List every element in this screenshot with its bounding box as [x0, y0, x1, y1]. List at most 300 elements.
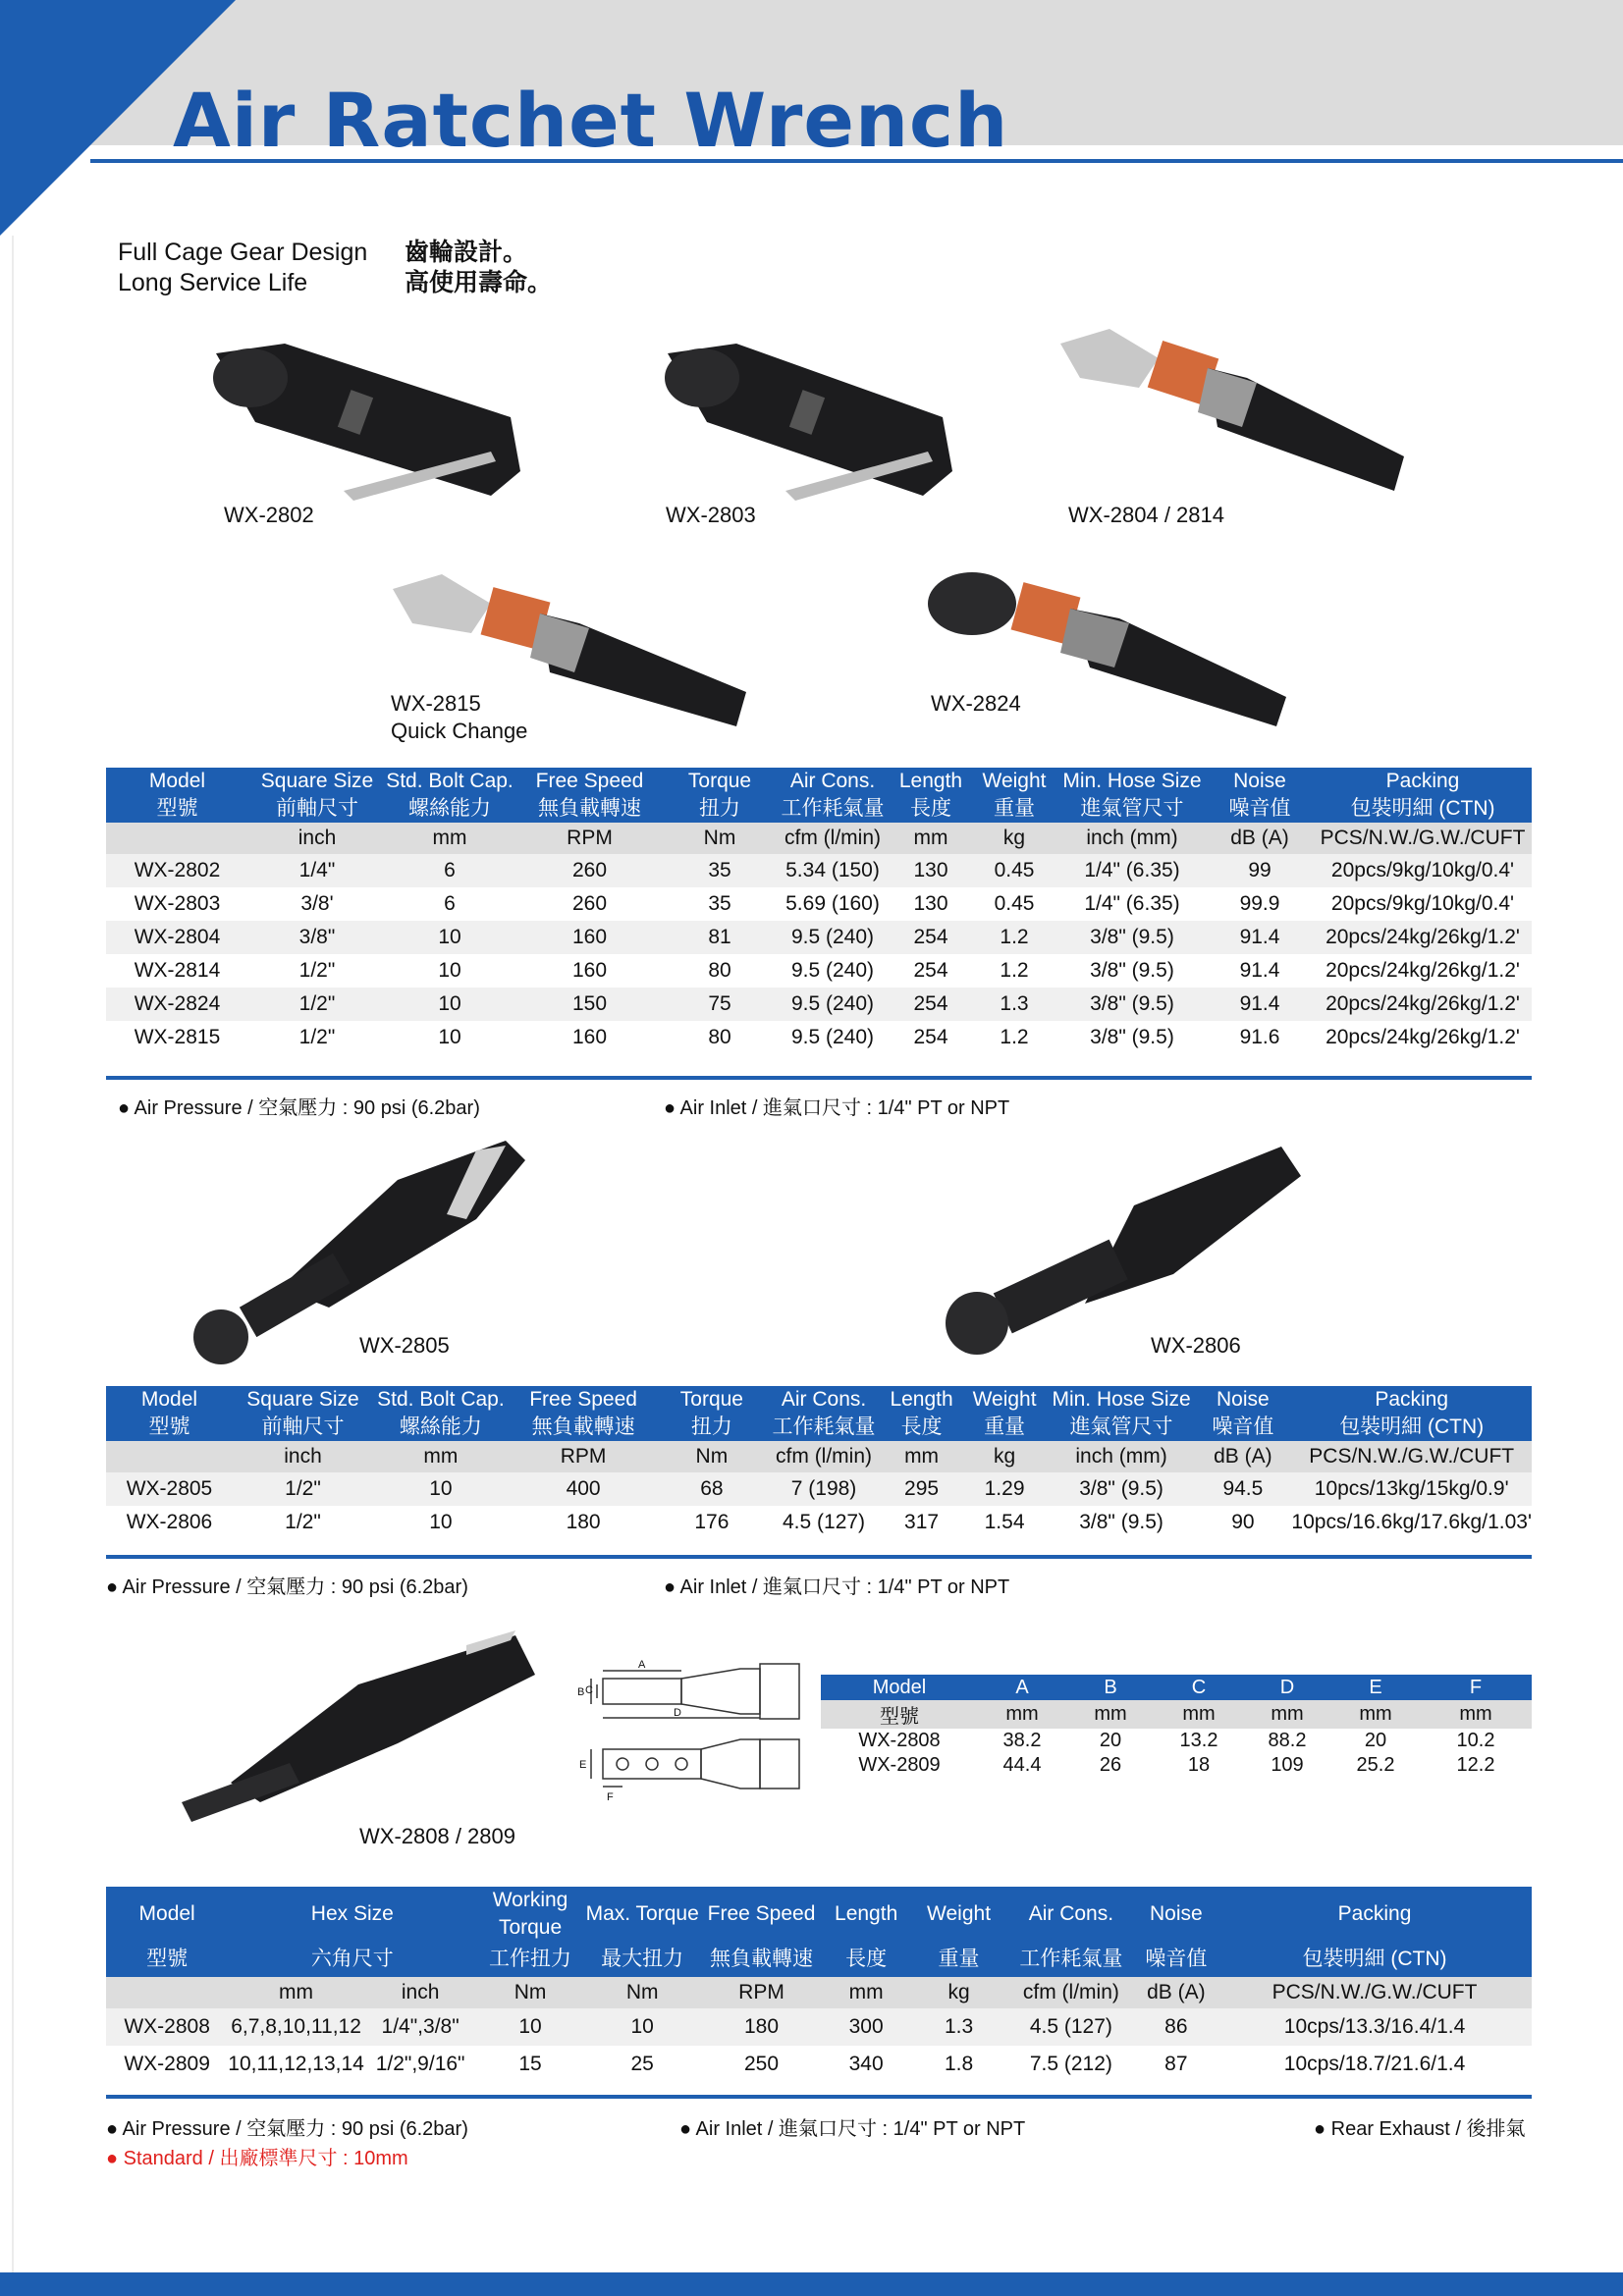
note-air-inlet: ● Air Inlet / 進氣口尺寸 : 1/4" PT or NPT	[664, 1097, 1010, 1119]
col-header-zh: 包裝明細 (CTN)	[1217, 1942, 1532, 1977]
model-cell: WX-2814	[134, 959, 221, 982]
table-cell: 3/8" (9.5)	[1058, 988, 1206, 1021]
col-header: Min. Hose Size	[1058, 768, 1206, 795]
table-cell: 6,7,8,10,11,12	[228, 2008, 364, 2046]
col-header-zh: 六角尺寸	[228, 1942, 476, 1977]
table-cell: 10	[386, 988, 514, 1021]
unit-cell: kg	[910, 1977, 1007, 2008]
table-cell: 99	[1206, 854, 1314, 887]
table-cell: 7 (198)	[765, 1472, 882, 1506]
table-cell: 80	[708, 959, 731, 982]
model-cell: WX-2803	[134, 892, 221, 915]
unit-cell: mm	[373, 1441, 509, 1472]
unit-cell: mm	[822, 1977, 910, 2008]
table-cell: 35	[666, 854, 774, 887]
col-header-zh: 長度	[883, 1414, 961, 1441]
table-row	[106, 1472, 1532, 1506]
col-header: Torque	[666, 768, 774, 795]
spec-table-long-ratchets	[106, 1386, 1532, 1539]
tool-label: WX-2806	[1151, 1333, 1241, 1358]
table-cell: 91.4	[1206, 988, 1314, 1021]
col-header: Model	[106, 1887, 228, 1942]
unit-cell: RPM	[701, 1977, 823, 2008]
table-row	[106, 988, 1532, 1021]
col-header-zh: 長度	[892, 795, 970, 823]
feature-list-en	[118, 238, 367, 298]
dimension-diagram	[564, 1659, 809, 1806]
note-air-pressure: ● Air Pressure / 空氣壓力 : 90 psi (6.2bar)	[106, 1576, 468, 1598]
spec-table-flare-nut	[106, 1887, 1532, 2083]
col-header-zh: 型號	[106, 1414, 233, 1441]
tool-label: WX-2808 / 2809	[359, 1824, 515, 1848]
table-cell: 6	[444, 892, 456, 915]
col-header: Max. Torque	[584, 1887, 701, 1942]
table-cell: 1.29	[960, 1472, 1048, 1506]
col-header: Air Cons.	[765, 1386, 882, 1414]
model-cell: WX-2805	[106, 1472, 233, 1506]
table-cell: 10	[476, 2008, 583, 2046]
table-cell: 25	[630, 2053, 654, 2075]
col-header-zh: 重量	[910, 1942, 1007, 1977]
col-header: Weight	[970, 768, 1058, 795]
table-cell: 1/2",9/16"	[375, 2053, 465, 2075]
table-cell: 340	[848, 2053, 884, 2075]
col-header-zh: 無負載轉速	[509, 1414, 659, 1441]
unit-cell: mm	[1420, 1700, 1532, 1729]
col-header: Free Speed	[701, 1887, 823, 1942]
col-header-zh: 進氣管尺寸	[1058, 795, 1206, 823]
table-cell: 9.5 (240)	[774, 988, 892, 1021]
model-cell: WX-2804	[106, 921, 248, 954]
unit-cell: cfm (l/min)	[774, 823, 892, 854]
dimension-label: F	[607, 1791, 614, 1803]
table-cell: 180	[566, 1511, 601, 1533]
dim-cell: 13.2	[1179, 1730, 1218, 1751]
col-header-zh: 工作耗氣量	[1007, 1942, 1134, 1977]
table-cell: 150	[514, 988, 666, 1021]
tool-image-wx-2805	[182, 1131, 535, 1366]
table-bottom-rule	[106, 1076, 1532, 1080]
table-cell: 99.9	[1239, 892, 1280, 915]
dimension-label: A	[638, 1659, 646, 1671]
col-header: D	[1243, 1675, 1331, 1700]
table-cell: 3/8" (9.5)	[1058, 921, 1206, 954]
table-cell: 260	[514, 854, 666, 887]
table-cell: 4.5 (127)	[1007, 2008, 1134, 2046]
unit-cell: mm	[386, 823, 514, 854]
table-cell: 1.2	[970, 921, 1058, 954]
table-cell: 10	[386, 921, 514, 954]
tool-image-wx-2806	[938, 1137, 1311, 1362]
dimension-label: C	[585, 1684, 593, 1696]
unit-cell: Nm	[584, 1977, 701, 2008]
table-cell: 254	[892, 988, 970, 1021]
model-cell: WX-2824	[106, 988, 248, 1021]
col-header: A	[978, 1675, 1066, 1700]
feature-en: Long Service Life	[118, 269, 308, 296]
table-cell: 91.6	[1239, 1026, 1280, 1048]
col-header: E	[1331, 1675, 1420, 1700]
table-cell: 20pcs/9kg/10kg/0.4'	[1330, 892, 1515, 915]
table-cell: 400	[509, 1472, 659, 1506]
table-row	[106, 1021, 1532, 1054]
col-header: C	[1155, 1675, 1243, 1700]
table-cell: 130	[892, 854, 970, 887]
dim-cell: 20	[1364, 1730, 1387, 1751]
unit-cell: kg	[970, 823, 1058, 854]
header-row-zh	[106, 1414, 1532, 1441]
unit-cell: mm	[228, 1977, 364, 2008]
col-header: Noise	[1206, 768, 1314, 795]
table-cell: 295	[883, 1472, 961, 1506]
col-header: Free Speed	[514, 768, 666, 795]
tool-label: WX-2802	[224, 503, 314, 527]
table-cell: 1.54	[984, 1511, 1025, 1533]
table-cell: 80	[708, 1026, 731, 1048]
col-header-zh: 無負載轉速	[701, 1942, 823, 1977]
header-row-zh	[106, 795, 1532, 823]
col-header: Noise	[1135, 1887, 1218, 1942]
table-cell: 20pcs/24kg/26kg/1.2'	[1325, 959, 1520, 982]
table-cell: 5.69 (160)	[785, 892, 880, 915]
col-header-zh: 螺絲能力	[386, 795, 514, 823]
col-header-zh: 螺絲能力	[373, 1414, 509, 1441]
dim-cell: 12.2	[1456, 1754, 1495, 1776]
dim-cell: 38.2	[1002, 1730, 1042, 1751]
table-cell: 10	[584, 2008, 701, 2046]
col-header: Hex Size	[228, 1887, 476, 1942]
table-cell: 1/4"	[248, 854, 386, 887]
table-cell: 10cps/18.7/21.6/1.4	[1283, 2053, 1466, 2075]
table-cell: 3/8" (9.5)	[1090, 1026, 1174, 1048]
table-cell: 300	[822, 2008, 910, 2046]
model-cell: WX-2815	[134, 1026, 221, 1048]
col-header-zh: 重量	[970, 795, 1058, 823]
unit-cell: dB (A)	[1206, 823, 1314, 854]
unit-cell	[106, 823, 248, 854]
table-cell: 1.2	[1000, 1026, 1029, 1048]
col-header: Air Cons.	[1007, 1887, 1134, 1942]
unit-cell: kg	[960, 1441, 1048, 1472]
unit-cell: PCS/N.W./G.W./CUFT	[1291, 1441, 1532, 1472]
table-cell: 5.34 (150)	[774, 854, 892, 887]
unit-cell: mm	[1243, 1700, 1331, 1729]
table-cell: 68	[658, 1472, 765, 1506]
table-cell: 35	[708, 892, 731, 915]
unit-cell	[106, 1977, 228, 2008]
table-bottom-rule	[106, 1555, 1532, 1559]
footer-bar	[0, 2272, 1623, 2296]
dim-cell: 44.4	[1002, 1754, 1042, 1776]
table-cell: 3/8'	[300, 892, 334, 915]
col-header: Noise	[1194, 1386, 1291, 1414]
dim-cell: 26	[1099, 1754, 1122, 1776]
note-rear-exhaust: ● Rear Exhaust / 後排氣	[1314, 2118, 1526, 2140]
table-cell: 91.4	[1206, 921, 1314, 954]
table-cell: 9.5 (240)	[790, 959, 875, 982]
tool-label: WX-2804 / 2814	[1068, 503, 1224, 527]
table-cell: 20pcs/24kg/26kg/1.2'	[1314, 921, 1532, 954]
table-cell: 260	[571, 892, 608, 915]
table-cell: 160	[571, 1026, 608, 1048]
note-air-inlet: ● Air Inlet / 進氣口尺寸 : 1/4" PT or NPT	[664, 1576, 1010, 1598]
table-cell: 75	[666, 988, 774, 1021]
table-cell: 1/2"	[285, 1511, 321, 1533]
table-cell: 10pcs/16.6kg/17.6kg/1.03'	[1291, 1511, 1532, 1533]
table-cell: 0.45	[994, 892, 1035, 915]
unit-cell: PCS/N.W./G.W./CUFT	[1217, 1977, 1532, 2008]
table-cell: 94.5	[1194, 1472, 1291, 1506]
model-cell: WX-2808	[858, 1730, 941, 1751]
feature-en: Full Cage Gear Design	[118, 239, 368, 266]
table-cell: 160	[571, 959, 608, 982]
col-header: Air Cons.	[774, 768, 892, 795]
table-cell: 86	[1135, 2008, 1218, 2046]
table-cell: 250	[743, 2053, 780, 2075]
col-header: Std. Bolt Cap.	[373, 1386, 509, 1414]
table-cell: 91.4	[1239, 959, 1280, 982]
table-cell: 10cps/13.3/16.4/1.4	[1217, 2008, 1532, 2046]
unit-cell: cfm (l/min)	[1007, 1977, 1134, 2008]
page-title: Air Ratchet Wrench	[173, 77, 1009, 164]
table-cell: 254	[892, 921, 970, 954]
unit-cell: mm	[883, 1441, 961, 1472]
col-header-zh: 進氣管尺寸	[1049, 1414, 1195, 1441]
table-cell: 1.2	[1000, 959, 1029, 982]
table-cell: 160	[514, 921, 666, 954]
table-row	[106, 2046, 1532, 2083]
table-cell: 1/4" (6.35)	[1084, 892, 1180, 915]
table-cell: 176	[694, 1511, 730, 1533]
unit-cell: Nm	[658, 1441, 765, 1472]
table-row	[106, 887, 1532, 921]
page-edge-rule	[12, 236, 14, 2272]
col-header-zh: 型號	[106, 1942, 228, 1977]
feature-list-zh	[405, 238, 552, 298]
col-header: Packing	[1291, 1386, 1532, 1414]
table-row	[106, 854, 1532, 887]
table-cell: 1/4" (6.35)	[1058, 854, 1206, 887]
unit-cell: inch (mm)	[1058, 823, 1206, 854]
note-air-inlet: ● Air Inlet / 進氣口尺寸 : 1/4" PT or NPT	[679, 2118, 1026, 2140]
col-header-zh: 工作耗氣量	[765, 1414, 882, 1441]
table-cell: 1.8	[944, 2053, 974, 2075]
table-row	[106, 1506, 1532, 1539]
note-air-pressure: ● Air Pressure / 空氣壓力 : 90 psi (6.2bar)	[118, 1097, 480, 1119]
col-header: Std. Bolt Cap.	[386, 768, 514, 795]
col-header: Weight	[960, 1386, 1048, 1414]
table-cell: 130	[913, 892, 948, 915]
unit-cell: inch	[248, 823, 386, 854]
table-cell: 10	[438, 1026, 461, 1048]
unit-cell: cfm (l/min)	[765, 1441, 882, 1472]
col-header: Packing	[1217, 1887, 1532, 1942]
col-header: Square Size	[233, 1386, 373, 1414]
dim-units-row	[821, 1700, 1532, 1729]
dim-cell: 88.2	[1268, 1730, 1307, 1751]
table-cell: 317	[904, 1511, 940, 1533]
col-header: Model	[106, 768, 248, 795]
table-row	[106, 921, 1532, 954]
col-header-zh: 長度	[822, 1942, 910, 1977]
header-row-zh	[106, 1942, 1532, 1977]
col-header: Working Torque	[476, 1887, 583, 1942]
col-header: Length	[892, 768, 970, 795]
tool-label-subtitle: Quick Change	[391, 719, 528, 743]
table-cell: 180	[701, 2008, 823, 2046]
col-header: B	[1066, 1675, 1155, 1700]
col-header-zh: 型號	[106, 795, 248, 823]
model-cell: WX-2802	[106, 854, 248, 887]
dim-row	[821, 1729, 1532, 1753]
table-cell: 10	[438, 959, 461, 982]
col-header-zh: 最大扭力	[584, 1942, 701, 1977]
dim-cell: 20	[1099, 1730, 1122, 1751]
model-cell: WX-2809	[124, 2053, 210, 2075]
table-cell: 10	[429, 1511, 453, 1533]
unit-cell: mm	[978, 1700, 1066, 1729]
dimension-label: E	[579, 1759, 587, 1771]
table-cell: 3/8"	[248, 921, 386, 954]
unit-cell: RPM	[509, 1441, 659, 1472]
spec-table-ratchets	[106, 768, 1532, 1054]
unit-cell: mm	[1066, 1700, 1155, 1729]
col-header-zh: 重量	[960, 1414, 1048, 1441]
dim-cell: 109	[1271, 1754, 1304, 1776]
note-air-pressure: ● Air Pressure / 空氣壓力 : 90 psi (6.2bar)	[106, 2118, 468, 2140]
header-row-en	[106, 1887, 1532, 1942]
unit-cell: inch (mm)	[1049, 1441, 1195, 1472]
unit-cell	[106, 1441, 233, 1472]
tool-label: WX-2805	[359, 1333, 450, 1358]
table-cell: 90	[1231, 1511, 1255, 1533]
tool-image-wx-2804-2814	[1051, 319, 1424, 506]
tool-image-wx-2808-2809	[172, 1616, 545, 1832]
col-header: Packing	[1314, 768, 1532, 795]
dim-cell: 25.2	[1356, 1754, 1395, 1776]
table-cell: 7.5 (212)	[1029, 2053, 1112, 2075]
tool-label: WX-2815	[391, 691, 481, 716]
table-cell: 0.45	[970, 854, 1058, 887]
table-cell: 1/2"	[248, 988, 386, 1021]
col-header-zh: 無負載轉速	[514, 795, 666, 823]
col-header: Weight	[910, 1887, 1007, 1942]
table-cell: 81	[666, 921, 774, 954]
tool-image-wx-2802	[196, 324, 530, 510]
table-cell: 3/8" (9.5)	[1090, 959, 1174, 982]
table-row	[106, 2008, 1532, 2046]
table-cell: 1/4",3/8"	[364, 2008, 477, 2046]
table-cell: 87	[1164, 2053, 1188, 2075]
col-header-zh: 扭力	[658, 1414, 765, 1441]
table-cell: 9.5 (240)	[790, 1026, 875, 1048]
unit-cell: RPM	[514, 823, 666, 854]
col-header-zh: 前軸尺寸	[233, 1414, 373, 1441]
units-row	[106, 823, 1532, 854]
model-cell: WX-2809	[858, 1754, 941, 1776]
unit-cell: dB (A)	[1194, 1441, 1291, 1472]
table-cell: 6	[386, 854, 514, 887]
table-cell: 20pcs/9kg/10kg/0.4'	[1314, 854, 1532, 887]
dimension-label: B	[577, 1686, 585, 1698]
col-header-zh: 前軸尺寸	[248, 795, 386, 823]
col-header: Free Speed	[509, 1386, 659, 1414]
note-standard-size: ● Standard / 出廠標準尺寸 : 10mm	[106, 2148, 408, 2169]
table-cell: 1.3	[970, 988, 1058, 1021]
table-cell: 1/2"	[298, 959, 336, 982]
table-cell: 10,11,12,13,14	[228, 2053, 364, 2075]
dim-cell: 18	[1187, 1754, 1211, 1776]
col-header-zh: 扭力	[666, 795, 774, 823]
header-row-en	[106, 1386, 1532, 1414]
table-bottom-rule	[106, 2095, 1532, 2099]
units-row	[106, 1441, 1532, 1472]
col-header-zh: 包裝明細 (CTN)	[1291, 1414, 1532, 1441]
col-header-zh: 噪音值	[1206, 795, 1314, 823]
table-cell: 20pcs/24kg/26kg/1.2'	[1314, 988, 1532, 1021]
col-header: Model	[106, 1386, 233, 1414]
model-cell: WX-2806	[126, 1511, 213, 1533]
col-header-zh: 噪音值	[1135, 1942, 1218, 1977]
unit-cell: inch	[233, 1441, 373, 1472]
table-cell: 254	[913, 959, 948, 982]
table-cell: 1.3	[910, 2008, 1007, 2046]
dim-header-row	[821, 1675, 1532, 1700]
model-cell: WX-2808	[106, 2008, 228, 2046]
unit-cell: PCS/N.W./G.W./CUFT	[1314, 823, 1532, 854]
col-header: F	[1420, 1675, 1532, 1700]
unit-cell: inch	[364, 1977, 477, 2008]
table-cell: 4.5 (127)	[783, 1511, 866, 1533]
unit-cell: mm	[1331, 1700, 1420, 1729]
dimension-table	[821, 1675, 1532, 1778]
col-header: Length	[883, 1386, 961, 1414]
table-cell: 10pcs/13kg/15kg/0.9'	[1291, 1472, 1532, 1506]
unit-cell: Nm	[476, 1977, 583, 2008]
col-header-zh: 噪音值	[1194, 1414, 1291, 1441]
table-cell: 1/2"	[298, 1026, 336, 1048]
table-cell: 1/2"	[233, 1472, 373, 1506]
table-cell: 9.5 (240)	[774, 921, 892, 954]
feature-zh: 齒輪設計。	[405, 239, 528, 266]
units-row	[106, 1977, 1532, 2008]
tool-label: WX-2824	[931, 691, 1021, 716]
table-cell: 10	[373, 1472, 509, 1506]
unit-cell: mm	[892, 823, 970, 854]
col-header: Min. Hose Size	[1049, 1386, 1195, 1414]
dim-row	[821, 1753, 1532, 1778]
unit-cell: 型號	[821, 1700, 978, 1729]
table-cell: 254	[913, 1026, 948, 1048]
col-header-zh: 工作扭力	[476, 1942, 583, 1977]
dimension-label: D	[674, 1707, 681, 1719]
unit-cell: mm	[1155, 1700, 1243, 1729]
unit-cell: dB (A)	[1135, 1977, 1218, 2008]
table-cell: 3/8" (9.5)	[1049, 1472, 1195, 1506]
header-row-en	[106, 768, 1532, 795]
table-row	[106, 954, 1532, 988]
table-cell: 20pcs/24kg/26kg/1.2'	[1325, 1026, 1520, 1048]
table-cell: 3/8" (9.5)	[1079, 1511, 1163, 1533]
tool-image-wx-2803	[648, 324, 962, 510]
col-header: Square Size	[248, 768, 386, 795]
col-header: Length	[822, 1887, 910, 1942]
tool-label: WX-2803	[666, 503, 756, 527]
col-header-zh: 包裝明細 (CTN)	[1314, 795, 1532, 823]
col-header-zh: 工作耗氣量	[774, 795, 892, 823]
feature-zh: 高使用壽命。	[405, 269, 553, 296]
dim-cell: 10.2	[1456, 1730, 1495, 1751]
